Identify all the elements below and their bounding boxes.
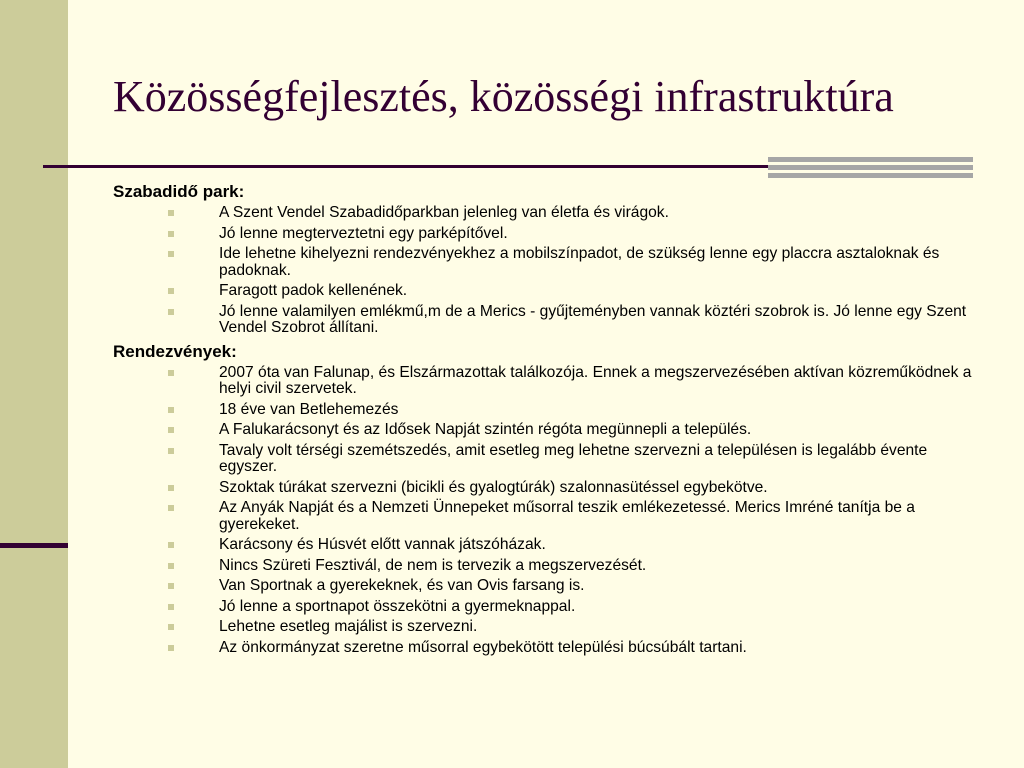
square-bullet-icon (168, 542, 174, 548)
list-item (113, 283, 983, 300)
square-bullet-icon (168, 407, 174, 413)
list-item (113, 304, 983, 337)
list-item (113, 558, 983, 575)
square-bullet-icon (168, 583, 174, 589)
list-item (113, 422, 983, 439)
list-item (113, 619, 983, 636)
list-item (113, 402, 983, 419)
list-item-text: Tavaly volt térségi szemétszedés, amit esetleg meg lehetne szervezni a településen is legalább évente egyszer. (219, 441, 928, 475)
list-item (113, 480, 983, 497)
slide-body (113, 181, 983, 660)
list-item-text: Jó lenne a sportnapot összekötni a gyermeknappal. (219, 597, 576, 615)
square-bullet-icon (168, 645, 174, 651)
decorative-bars (768, 157, 973, 179)
list-item-text: A Szent Vendel Szabadidőparkban jelenleg van életfa és virágok. (219, 204, 669, 221)
title-underline (43, 165, 768, 168)
square-bullet-icon (168, 231, 174, 237)
decorative-bar (768, 173, 973, 178)
list-item-text: Faragott padok kellenének. (219, 282, 408, 299)
square-bullet-icon (168, 624, 174, 630)
square-bullet-icon (168, 427, 174, 433)
list-item (113, 226, 983, 243)
square-bullet-icon (168, 370, 174, 376)
bullet-list-rendezvenyek (113, 365, 983, 657)
square-bullet-icon (168, 563, 174, 569)
square-bullet-icon (168, 604, 174, 610)
list-item-text: Karácsony és Húsvét előtt vannak játszóházak. (219, 536, 546, 553)
sidebar-band (0, 0, 68, 768)
list-item-text: Nincs Szüreti Fesztivál, de nem is tervezik a megszervezését. (219, 556, 647, 574)
list-item-text: Szoktak túrákat szervezni (bicikli és gyalogtúrák) szalonnasütéssel egybekötve. (219, 478, 768, 496)
list-item-text: Az Anyák Napját és a Nemzeti Ünnepeket műsorral teszik emlékezetessé. Merics Imréné tanítja be a gyerekeket. (219, 499, 915, 533)
list-item-text: Jó lenne megterveztetni egy parképítővel. (219, 224, 508, 242)
square-bullet-icon (168, 448, 174, 454)
list-item (113, 500, 983, 533)
decorative-bar (768, 165, 973, 170)
square-bullet-icon (168, 288, 174, 294)
section-heading-szabadido-park: Szabadidő park: (113, 182, 245, 201)
list-item (113, 205, 983, 222)
list-item (113, 578, 983, 595)
list-item-text: A Falukarácsonyt és az Idősek Napját szintén régóta megünnepli a település. (219, 421, 752, 438)
list-item-text: Az önkormányzat szeretne műsorral egybekötött települési búcsúbált tartani. (219, 638, 747, 656)
sidebar-divider (0, 543, 68, 548)
list-item-text: Van Sportnak a gyerekeknek, és van Ovis farsang is. (219, 577, 585, 594)
list-item (113, 443, 983, 476)
square-bullet-icon (168, 210, 174, 216)
square-bullet-icon (168, 505, 174, 511)
square-bullet-icon (168, 251, 174, 257)
square-bullet-icon (168, 309, 174, 315)
list-item-text: 18 éve van Betlehemezés (219, 400, 399, 418)
list-item-text: 2007 óta van Falunap, és Elszármazottak találkozója. Ennek a megszervezésében aktívan közreműködnek a helyi civil szervetek. (219, 363, 972, 397)
list-item (113, 365, 983, 398)
list-item (113, 537, 983, 554)
square-bullet-icon (168, 485, 174, 491)
list-item (113, 246, 983, 279)
decorative-bar (768, 157, 973, 162)
bullet-list-szabadido-park (113, 205, 983, 337)
section-heading-rendezvenyek: Rendezvények: (113, 341, 237, 361)
list-item (113, 640, 983, 657)
list-item-text: Ide lehetne kihelyezni rendezvényekhez a mobilszínpadot, de szükség lenne egy placcra asztaloknak és padoknak. (219, 245, 940, 279)
list-item (113, 599, 983, 616)
list-item-text: Lehetne esetleg majálist is szervezni. (219, 618, 478, 635)
list-item-text: Jó lenne valamilyen emlékmű,m de a Merics - gyűjteményben vannak köztéri szobrok is. Jó lenne egy Szent Vendel Szobrot állítani. (219, 302, 967, 336)
slide-title: Közösségfejlesztés, közösségi infrastruktúra (113, 72, 894, 121)
